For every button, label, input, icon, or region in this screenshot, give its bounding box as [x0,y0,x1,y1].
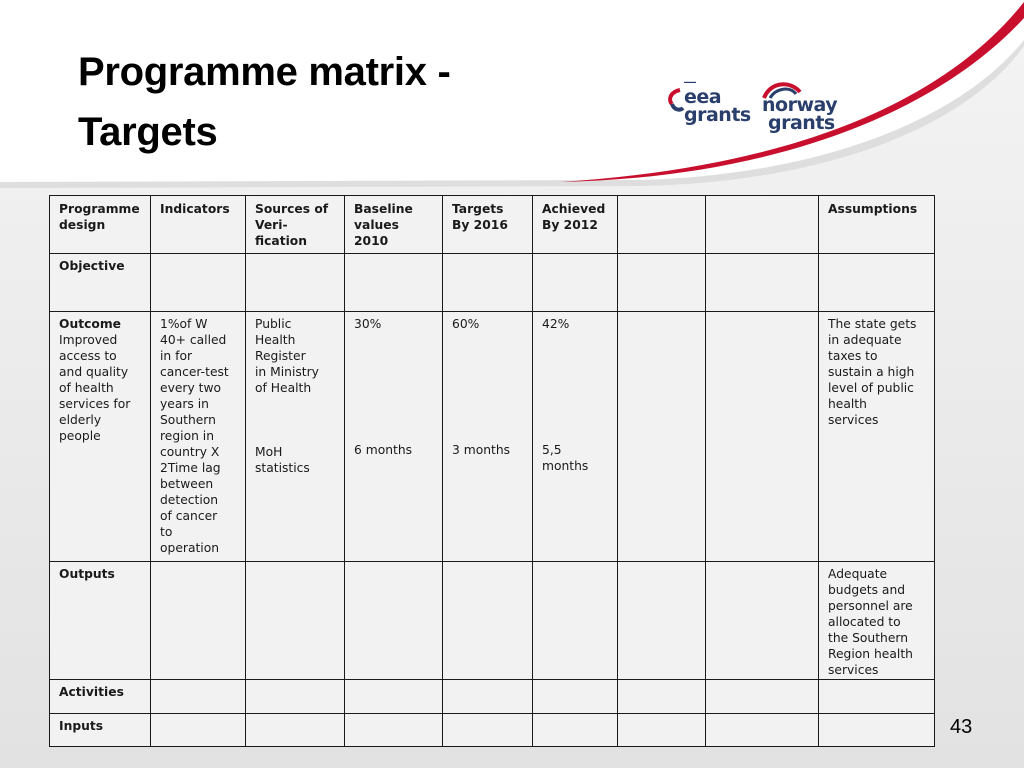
targets-cell [443,312,533,562]
table-row-inputs [50,714,935,747]
header-sources-of-verification: Sources of Veri- fication [246,196,345,254]
outcome-achieved-1: 42% [542,317,570,331]
table-cell [706,254,819,312]
table-cell [706,562,819,680]
indicators-cell [151,312,246,562]
eea-logo-line-2: grants [684,104,751,126]
table-row-outputs [50,562,935,680]
table-row-objective [50,254,935,312]
outcome-assumption: The state gets in adequate taxes to sustain a high level of public health services [819,312,935,562]
table-cell [533,562,618,680]
outcome-cell [50,312,151,562]
sources-cell [246,312,345,562]
table-cell [345,562,443,680]
table-cell [345,714,443,747]
table-cell [819,254,935,312]
eea-logo-line-1: eea [684,86,722,108]
table-cell [819,714,935,747]
table-cell [246,714,345,747]
slide-title-line-2: Targets [78,110,218,154]
page-number: 43 [950,716,973,738]
outcome-baseline-2: 6 months [354,443,413,457]
outputs-label: Outputs [50,562,151,680]
outcome-target-2: 3 months [452,443,511,457]
table-cell [246,254,345,312]
header-achieved: Achieved By 2012 [533,196,618,254]
header-assumptions: Assumptions [819,196,935,254]
table-cell [443,562,533,680]
header-blank-1 [618,196,706,254]
table-cell [151,254,246,312]
norway-arc-icon [760,80,820,100]
eea-swirl-icon [664,86,686,116]
objective-label: Objective [50,254,151,312]
table-cell [618,254,706,312]
table-cell [618,562,706,680]
header-targets: Targets By 2016 [443,196,533,254]
outcome-description: Improved access to and quality of health services for elderly people [59,333,131,443]
outcome-indicator-1: 1%of W 40+ called in for cancer-test every two years in Southern region in country X [160,317,229,459]
activities-label: Activities [50,680,151,714]
table-cell [246,680,345,714]
norway-logo-line-1: norway [762,94,838,116]
norway-grants-logo [762,78,837,132]
inputs-label: Inputs [50,714,151,747]
table-cell [533,254,618,312]
table-cell [345,680,443,714]
table-cell [443,714,533,747]
outputs-assumption: Adequate budgets and personnel are allocated to the Southern Region health services [819,562,935,680]
outcome-label: Outcome [59,317,121,331]
outcome-baseline-1: 30% [354,317,382,331]
table-cell [618,680,706,714]
outcome-source-1: Public Health Register in Ministry of Health [255,317,319,395]
table-cell [618,714,706,747]
table-cell [533,680,618,714]
table-cell [706,680,819,714]
table-cell [151,680,246,714]
table-cell [443,254,533,312]
table-cell [819,680,935,714]
eea-small-text: ▬▬▬ [684,79,696,84]
norway-logo-line-2: grants [768,112,835,134]
table-cell [151,714,246,747]
outcome-indicator-2: 2Time lag between detection of cancer to operation [160,461,221,555]
baseline-cell [345,312,443,562]
table-cell [618,312,706,562]
table-cell [533,714,618,747]
outcome-target-1: 60% [452,317,480,331]
programme-matrix-table [49,195,935,747]
table-cell [151,562,246,680]
header-programme-design: Programme design [50,196,151,254]
header-baseline-values: Baseline values 2010 [345,196,443,254]
table-cell [706,312,819,562]
header-indicators: Indicators [151,196,246,254]
table-row-outcome [50,312,935,562]
table-cell [246,562,345,680]
outcome-achieved-2: 5,5 months [542,443,589,473]
table-row-activities [50,680,935,714]
eea-grants-logo [664,78,751,124]
table-cell [443,680,533,714]
table-cell [706,714,819,747]
achieved-cell [533,312,618,562]
header-blank-2 [706,196,819,254]
slide-title-line-1: Programme matrix - [78,50,451,94]
slide-title [78,42,451,162]
outcome-source-2: MoH statistics [255,445,310,475]
table-cell [345,254,443,312]
table-header-row [50,196,935,254]
